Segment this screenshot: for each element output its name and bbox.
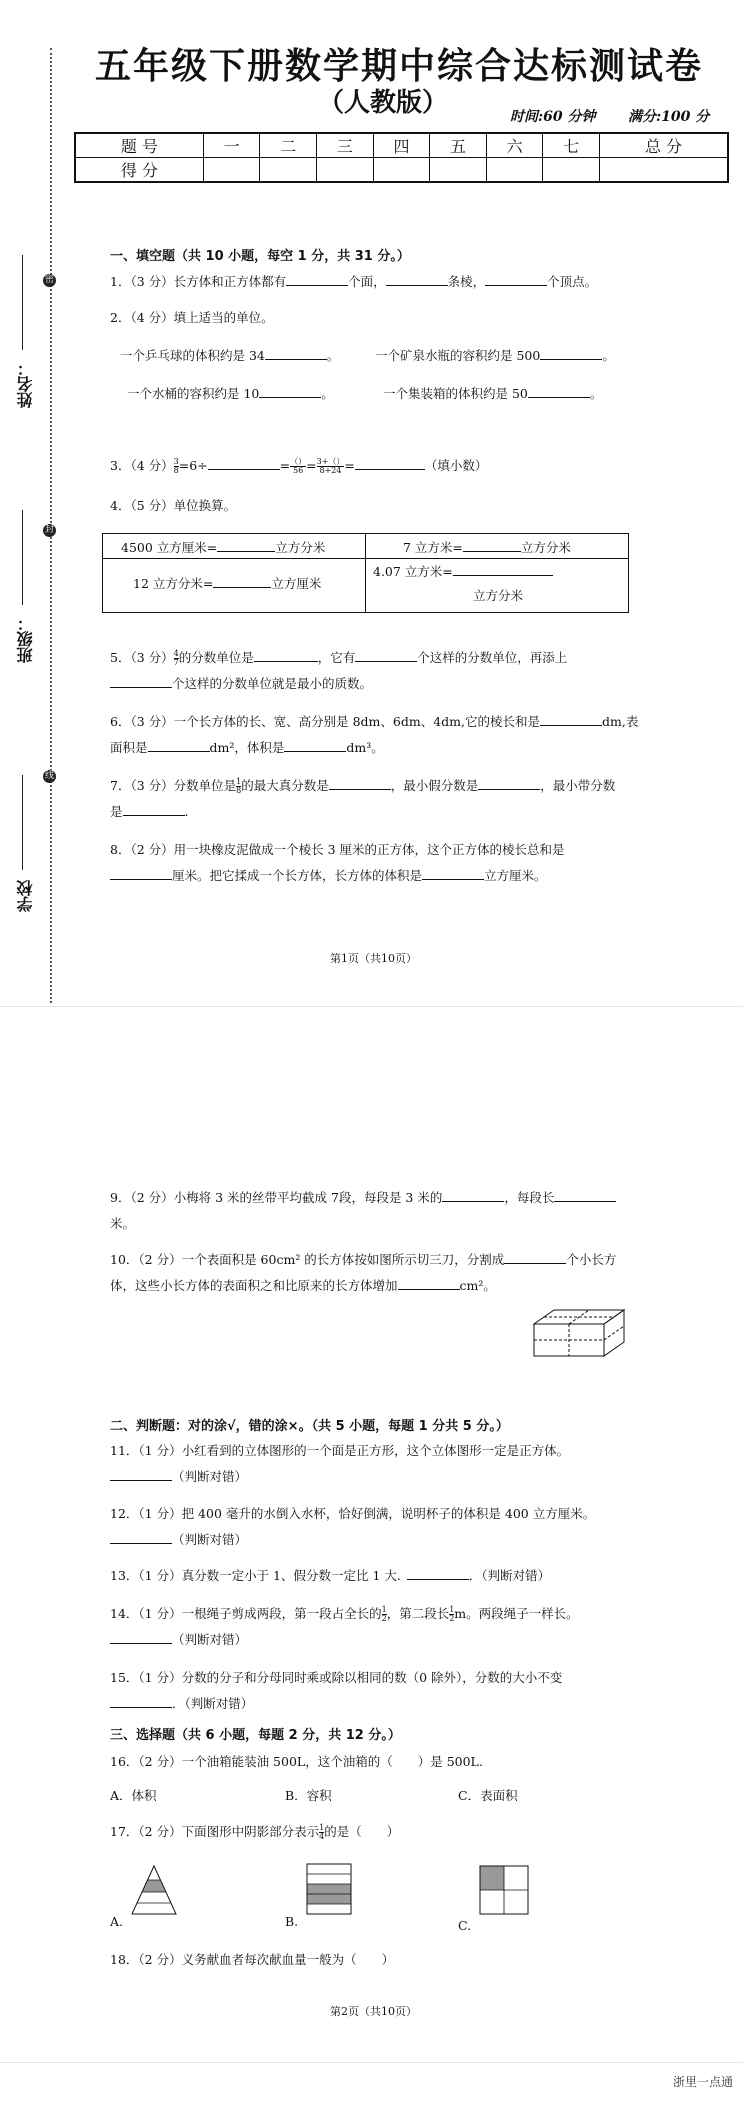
answer-blank[interactable] [110, 1531, 172, 1544]
source-watermark: 浙里一点通 [672, 2075, 733, 2089]
fraction: $\frac{4}{7}$ [173, 649, 179, 667]
answer-blank[interactable] [540, 713, 602, 726]
score-input-cell[interactable] [543, 158, 600, 183]
score-cell: 总 分 [600, 133, 728, 158]
score-row-label: 得 分 [75, 158, 203, 183]
answer-blank[interactable] [478, 777, 540, 790]
answer-blank[interactable] [422, 867, 484, 880]
question-11: 11．（1 分）小红看到的立体图形的一个面是正方形，这个立体图形一定是正方体。 [110, 1443, 570, 1458]
answer-blank[interactable] [355, 649, 417, 662]
question-8-line2: 厘米。把它揉成一个长方体，长方体的体积是 立方厘米。 [110, 866, 547, 884]
option-b[interactable]: B．容积 [285, 1788, 332, 1803]
name-write-line[interactable] [22, 255, 23, 350]
question-14: 14．（1 分）一根绳子剪成两段，第一段占全长的 $\frac{1}{2}$ ，第二段长 $\frac{1}{2}$ m。两段绳子一样长。 [110, 1605, 579, 1623]
fraction: $\frac{1}{2}$ [381, 1605, 387, 1623]
answer-blank[interactable] [386, 273, 448, 286]
question-13: 13．（1 分）真分数一定小于 1、假分数一定比 1 大. ．（判断对错） [110, 1568, 551, 1583]
option-c-label[interactable]: C. [458, 1918, 472, 1933]
full-score: 满分:100 分 [628, 109, 710, 125]
score-cell: 六 [486, 133, 543, 158]
answer-blank[interactable] [504, 1251, 566, 1264]
question-6-line2: 面积是 dm²，体积是 dm³。 [110, 740, 384, 755]
score-input-cell[interactable] [430, 158, 487, 183]
question-8: 8．（2 分）用一块橡皮泥做成一个棱长 3 厘米的正方体，这个正方体的棱长总和是 [110, 842, 565, 857]
answer-blank[interactable] [540, 347, 602, 360]
answer-blank[interactable] [265, 347, 327, 360]
judge-line: （判断对错） [110, 1467, 247, 1485]
page-footer: 第2页（共10页） [330, 2005, 417, 2018]
answer-blank[interactable] [485, 273, 547, 286]
exam-page-1 [0, 0, 743, 1005]
judge-line: （判断对错） [110, 1630, 247, 1648]
answer-blank[interactable] [286, 273, 348, 286]
question-10: 10．（2 分）一个表面积是 60cm² 的长方体按如图所示切三刀，分割成 个小长方 [110, 1252, 617, 1267]
time-limit: 时间:60 分钟 [510, 109, 596, 125]
score-cell: 四 [373, 133, 430, 158]
question-2: 2．（4 分）填上适当的单位。 [110, 310, 274, 325]
fraction: $\frac{1}{2}$ [449, 1605, 455, 1623]
question-2d: 一个集装箱的体积约是 50 。 [383, 386, 603, 401]
option-b-label[interactable]: B. [285, 1914, 299, 1929]
option-c[interactable]: C．表面积 [458, 1788, 518, 1803]
answer-blank[interactable] [110, 1468, 172, 1481]
fraction: $\frac{1}{8}$ [236, 777, 242, 795]
score-cell: 七 [543, 133, 600, 158]
score-input-cell[interactable] [373, 158, 430, 183]
score-cell: 三 [317, 133, 374, 158]
answer-blank[interactable] [148, 739, 210, 752]
question-2b: 一个矿泉水瓶的容积约是 500 。 [375, 348, 615, 363]
question-4: 4．（5 分）单位换算。 [110, 498, 237, 513]
conversion-unit: 立方分米 [473, 588, 524, 603]
option-a[interactable]: A．体积 [110, 1788, 157, 1803]
question-17: 17．（2 分）下面图形中阴影部分表示 $\frac{1}{4}$ 的是（ ） [110, 1823, 400, 1841]
fraction: $\frac{3}{8}$ [173, 457, 179, 475]
question-3: 3．（4 分） $\frac{3}{8}$ =6÷ = $\frac{()}{56}$ = $\frac{3+()}{8+24}$ = （填小数） [110, 457, 488, 475]
question-5-line2: 个这样的分数单位就是最小的质数。 [110, 674, 372, 692]
name-label: 姓名： [16, 360, 35, 408]
score-input-cell[interactable] [317, 158, 374, 183]
page-divider [0, 2062, 743, 2063]
score-input-cell[interactable] [203, 158, 260, 183]
exam-subtitle: （人教版） [318, 88, 449, 118]
answer-blank[interactable] [329, 777, 391, 790]
answer-blank[interactable] [554, 1189, 616, 1202]
score-table-header-row [75, 133, 728, 158]
answer-blank[interactable] [110, 867, 172, 880]
answer-blank[interactable] [259, 385, 321, 398]
judge-line: （判断对错） [110, 1530, 247, 1548]
judge-line: ．（判断对错） [110, 1694, 253, 1712]
answer-blank[interactable] [442, 1189, 504, 1202]
answer-blank[interactable] [284, 739, 346, 752]
triangle-shaded-figure[interactable] [130, 1864, 178, 1916]
conversion-cell: 12 立方分米= 立方厘米 [133, 576, 322, 591]
school-write-line[interactable] [22, 775, 23, 870]
class-write-line[interactable] [22, 510, 23, 605]
page-divider [0, 1006, 743, 1007]
page-footer: 第1页（共10页） [330, 952, 417, 965]
conversion-table [102, 533, 629, 613]
fraction: $\frac{1}{4}$ [319, 1823, 325, 1841]
answer-blank[interactable] [110, 1631, 172, 1644]
answer-blank[interactable] [398, 1277, 460, 1290]
score-input-cell[interactable] [260, 158, 317, 183]
question-9: 9．（2 分）小梅将 3 米的丝带平均截成 7段，每段是 3 米的 ，每段长 [110, 1188, 616, 1206]
fraction: $\frac{3+()}{8+24}$ [316, 457, 345, 475]
question-10-line2: 体，这些小长方体的表面积之和比原来的长方体增加 cm²。 [110, 1278, 496, 1293]
fraction: $\frac{()}{56}$ [290, 457, 307, 475]
score-input-cell[interactable] [486, 158, 543, 183]
score-table [74, 132, 729, 183]
question-6: 6．（3 分）一个长方体的长、宽、高分别是 8dm、6dm、4dm,它的棱长和是 dm,表 [110, 714, 639, 729]
question-15: 15．（1 分）分数的分子和分母同时乘或除以相同的数（0 除外），分数的大小不变 [110, 1670, 563, 1685]
conversion-cell: 4500 立方厘米= 立方分米 [121, 540, 326, 555]
cuboid-cut-figure [530, 1304, 630, 1360]
score-cell: 二 [260, 133, 317, 158]
answer-blank[interactable] [453, 563, 553, 576]
question-7-line2: 是 . [110, 804, 189, 819]
question-7: 7．（3 分）分数单位是 $\frac{1}{8}$ 的最大真分数是 ，最小假分数是 ，最小带分数 [110, 777, 616, 795]
section-heading: 三、选择题（共 6 小题，每题 2 分，共 12 分。） [110, 1728, 401, 1743]
score-table-score-row [75, 158, 728, 183]
answer-blank[interactable] [528, 385, 590, 398]
exam-page-2 [0, 1008, 743, 2068]
question-2c: 一个水桶的容积约是 10 。 [127, 386, 334, 401]
answer-blank[interactable] [217, 539, 275, 552]
seal-mark-circle: 密 [44, 275, 54, 285]
quartered-square-figure[interactable] [478, 1864, 530, 1916]
question-12: 12．（1 分）把 400 毫升的水倒入水杯，恰好倒满，说明杯子的体积是 400 立方厘米。 [110, 1506, 596, 1521]
answer-blank[interactable] [463, 539, 521, 552]
answer-blank[interactable] [123, 803, 185, 816]
score-cell: 一 [203, 133, 260, 158]
answer-blank[interactable] [213, 575, 271, 588]
conversion-cell: 7 立方米= 立方分米 [403, 540, 571, 555]
question-9-line2: 米。 [110, 1216, 136, 1231]
seal-mark-circle: 封 [44, 525, 54, 535]
question-18: 18．（2 分）义务献血者每次献血量一般为（ ） [110, 1952, 395, 1967]
answer-blank[interactable] [110, 675, 172, 688]
question-5: 5．（3 分） $\frac{4}{7}$ 的分数单位是 ，它有 个这样的分数单位，再添上 [110, 649, 568, 667]
option-a-label[interactable]: A. [110, 1914, 124, 1929]
question-1: 1．（3 分）长方体和正方体都有 个面， 条棱， 个顶点。 [110, 274, 598, 289]
conversion-cell: 4.07 立方米= [373, 562, 553, 580]
answer-blank[interactable] [110, 1695, 172, 1708]
seal-mark-circle: 线 [44, 771, 54, 781]
answer-blank[interactable] [208, 457, 280, 470]
question-16: 16．（2 分）一个油箱能装油 500L，这个油箱的（ ）是 500L. [110, 1754, 483, 1769]
score-input-cell[interactable] [600, 158, 728, 183]
answer-blank[interactable] [254, 649, 318, 662]
score-cell: 题 号 [75, 133, 203, 158]
section-heading: 一、填空题（共 10 小题，每空 1 分，共 31 分。） [110, 249, 410, 264]
score-cell: 五 [430, 133, 487, 158]
class-label: 班级： [16, 615, 35, 663]
exam-title: 五年级下册数学期中综合达标测试卷 [95, 46, 704, 87]
answer-blank[interactable] [355, 457, 425, 470]
striped-rectangle-figure[interactable] [305, 1862, 353, 1916]
section-heading: 二、判断题：对的涂√，错的涂×。（共 5 小题，每题 1 分共 5 分。） [110, 1419, 509, 1434]
question-2a: 一个乒乓球的体积约是 34 。 [120, 348, 340, 363]
answer-blank[interactable] [407, 1567, 469, 1580]
school-label: 学校 [16, 880, 35, 912]
